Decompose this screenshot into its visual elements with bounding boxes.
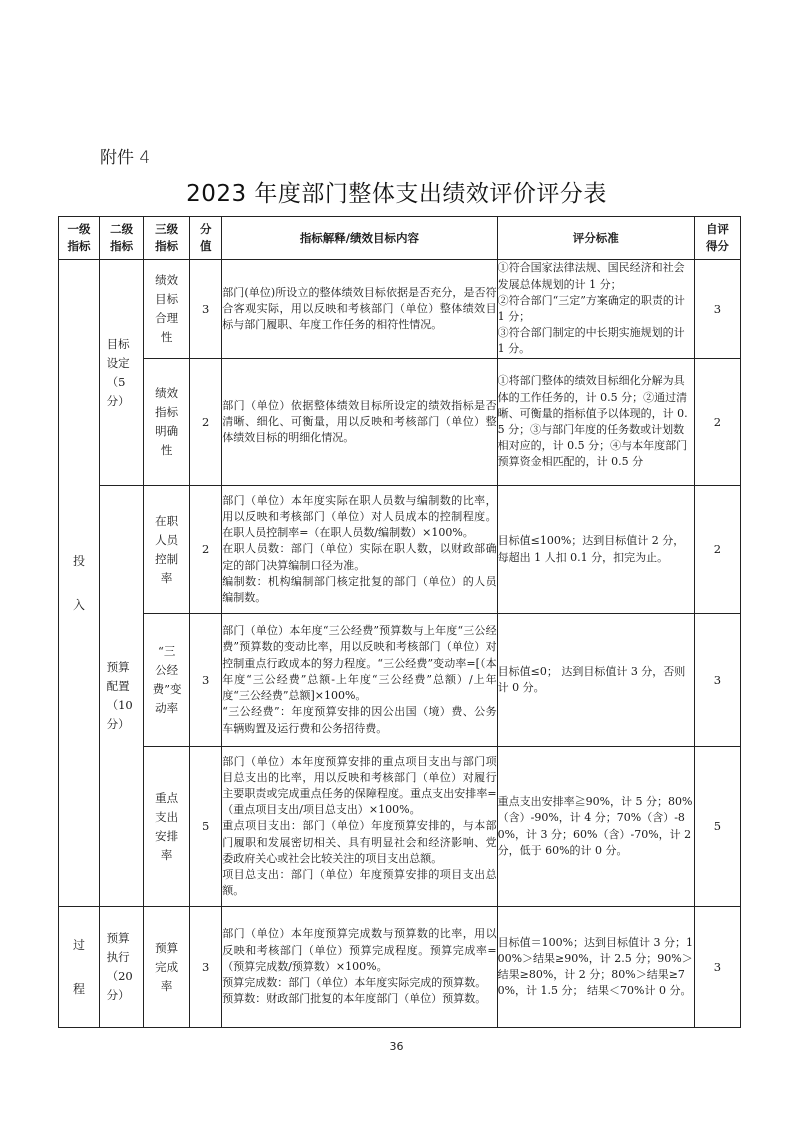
table-row xyxy=(59,486,741,614)
self-score-cell: 3 xyxy=(694,260,740,359)
self-score-cell: 5 xyxy=(694,747,740,907)
header-description: 指标解释/绩效目标内容 xyxy=(222,217,497,260)
score-cell: 3 xyxy=(190,907,222,1028)
standard-cell: ①将部门整体的绩效目标细化分解为具体的工作任务的，计 0.5 分；②通过清晰、可衡量的指标值予以体现的，计 0.5 分；③与部门年度的任务数或计划数相对应的，计 0.5 分；④与本年度部门预算资金相匹配的，计 0.5 分 xyxy=(497,359,694,486)
score-table xyxy=(58,216,741,1028)
level3-cell: 预算完成率 xyxy=(144,907,190,1028)
page-number: 36 xyxy=(389,1040,404,1053)
level3-cell: 绩效目标合理性 xyxy=(144,260,190,359)
self-score-cell: 3 xyxy=(694,614,740,747)
table-row xyxy=(59,747,741,907)
header-level3: 三级指标 xyxy=(144,217,190,260)
header-row xyxy=(59,217,741,260)
standard-cell: 目标值≤0； 达到目标值计 3 分，否则计 0 分。 xyxy=(497,614,694,747)
level3-cell: 在职人员控制率 xyxy=(144,486,190,614)
header-standard: 评分标准 xyxy=(497,217,694,260)
header-level1: 一级指标 xyxy=(59,217,100,260)
self-score-cell: 3 xyxy=(694,907,740,1028)
level1-input: 投入 xyxy=(59,260,100,907)
standard-cell: ①符合国家法律法规、国民经济和社会发展总体规划的计 1 分； ②符合部门“三定”方案确定的职责的计 1 分； ③符合部门制定的中长期实施规划的计 1 分。 xyxy=(497,260,694,359)
table-row xyxy=(59,359,741,486)
page-title: 2023 年度部门整体支出绩效评价评分表 xyxy=(186,181,607,207)
standard-cell: 目标值≤100%；达到目标值计 2 分，每超出 1 人扣 0.1 分，扣完为止。 xyxy=(497,486,694,614)
header-level2: 二级指标 xyxy=(100,217,144,260)
level2-budget-execution: 预算执行（20分） xyxy=(100,907,144,1028)
level2-budget-allocation: 预算配置（10分） xyxy=(100,486,144,907)
table-row xyxy=(59,614,741,747)
standard-cell: 目标值＝100%；达到目标值计 3 分；100%＞结果≥90%，计 2.5 分；90%＞结果≥80%，计 2 分；80%＞结果≥70%，计 1.5 分； 结果＜70%计 0 分。 xyxy=(497,907,694,1028)
level3-cell: 绩效指标明确性 xyxy=(144,359,190,486)
description-cell: 部门（单位）本年度预算安排的重点项目支出与部门项目总支出的比率，用以反映和考核部门（单位）对履行主要职责或完成重点任务的保障程度。重点支出安排率=（重点项目支出/项目总支出）×100%。 重点项目支出：部门（单位）年度预算安排的，与本部门履职和发展密切相关、具有明显社会和经济影响、党委政府关心或社会比较关注的项目支出总额。 项目总支出：部门（单位）年度预算安排的项目支出总额。 xyxy=(222,747,497,907)
description-cell: 部门(单位)所设立的整体绩效目标依据是否充分，是否符合客观实际，用以反映和考核部门（单位）整体绩效目标与部门履职、年度工作任务的相符性情况。 xyxy=(222,260,497,359)
level1-process: 过程 xyxy=(59,907,100,1028)
header-self-score: 自评得分 xyxy=(694,217,740,260)
self-score-cell: 2 xyxy=(694,486,740,614)
standard-cell: 重点支出安排率≧90%，计 5 分；80%（含）-90%，计 4 分；70%（含）-80%，计 3 分；60%（含）-70%，计 2 分，低于 60%的计 0 分。 xyxy=(497,747,694,907)
level3-cell: “三公经费”变动率 xyxy=(144,614,190,747)
description-cell: 部门（单位）依据整体绩效目标所设定的绩效指标是否清晰、细化、可衡量，用以反映和考核部门（单位）整体绩效目标的明细化情况。 xyxy=(222,359,497,486)
table-row xyxy=(59,260,741,359)
attachment-label: 附件 4 xyxy=(100,148,151,168)
score-cell: 2 xyxy=(190,359,222,486)
score-cell: 3 xyxy=(190,260,222,359)
score-cell: 3 xyxy=(190,614,222,747)
table-row xyxy=(59,907,741,1028)
description-cell: 部门（单位）本年度实际在职人员数与编制数的比率，用以反映和考核部门（单位）对人员成本的控制程度。在职人员控制率=（在职人员数/编制数）×100%。 在职人员数：部门（单位）实际在职人数，以财政部确定的部门决算编制口径为准。 编制数：机构编制部门核定批复的部门（单位）的人员编制数。 xyxy=(222,486,497,614)
description-cell: 部门（单位）本年度“三公经费”预算数与上年度“三公经费”预算数的变动比率，用以反映和考核部门（单位）对控制重点行政成本的努力程度。“三公经费”变动率=[（本年度“三公经费”总额-上年度“三公经费”总额）/上年度“三公经费”总额]×100%。 “三公经费”：年度预算安排的因公出国（境）费、公务车辆购置及运行费和公务招待费。 xyxy=(222,614,497,747)
header-score: 分值 xyxy=(190,217,222,260)
description-cell: 部门（单位）本年度预算完成数与预算数的比率，用以反映和考核部门（单位）预算完成程度。预算完成率=（预算完成数/预算数）×100%。 预算完成数：部门（单位）本年度实际完成的预算数。 预算数：财政部门批复的本年度部门（单位）预算数。 xyxy=(222,907,497,1028)
self-score-cell: 2 xyxy=(694,359,740,486)
level3-cell: 重点支出安排率 xyxy=(144,747,190,907)
score-cell: 5 xyxy=(190,747,222,907)
score-cell: 2 xyxy=(190,486,222,614)
level2-target-setting: 目标设定（5分） xyxy=(100,260,144,486)
